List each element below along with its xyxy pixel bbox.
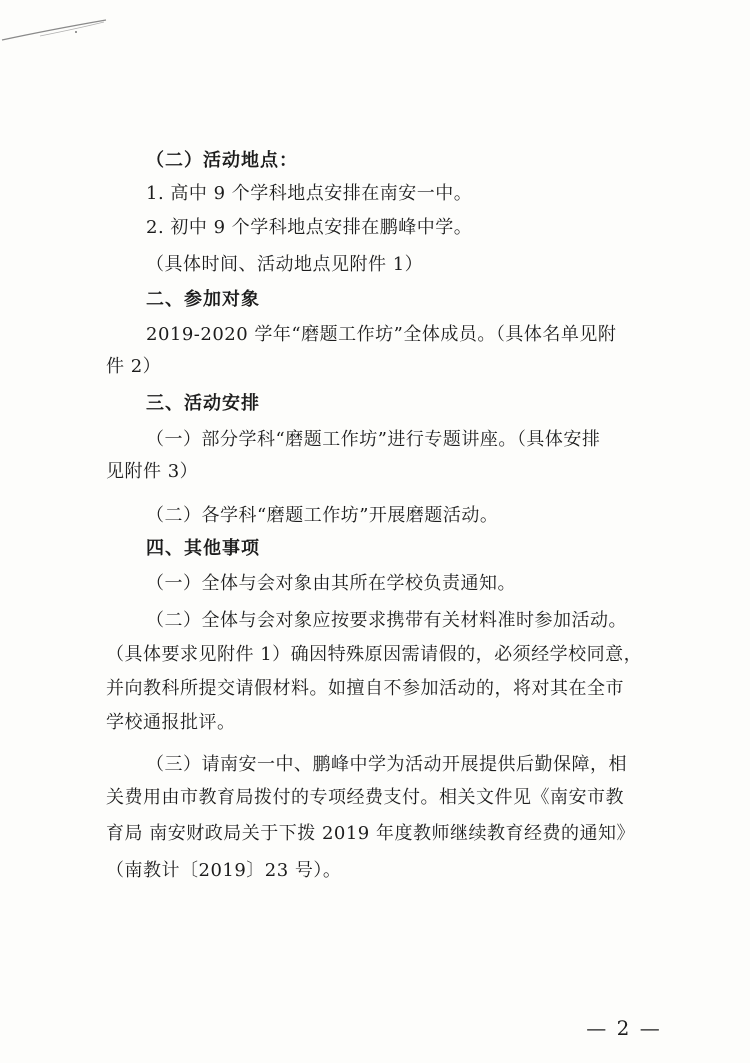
other-item-1: （一）全体与会对象由其所在学校负责通知。 (146, 573, 516, 594)
arrangement-heading: 三、活动安排 (146, 393, 260, 414)
other-item-3-cont: （南教计〔2019〕23 号）。 (106, 860, 342, 881)
participants-line: 2019-2020 学年“磨题工作坊”全体成员。（具体名单见附 (146, 324, 617, 345)
other-item-2-cont: （具体要求见附件 1）确因特殊原因需请假的，必须经学校同意， (106, 644, 643, 665)
other-item-3: （三）请南安一中、鹏峰中学为活动开展提供后勤保障，相 (146, 754, 627, 775)
section-2-item-2: 2. 初中 9 个学科地点安排在鹏峰中学。 (146, 217, 473, 238)
other-item-2: （二）全体与会对象应按要求携带有关材料准时参加活动。 (146, 610, 627, 631)
other-item-3-cont: 育局 南安财政局关于下拨 2019 年度教师继续教育经费的通知》 (106, 823, 635, 844)
participants-line: 件 2） (106, 356, 162, 377)
other-item-2-cont: 并向教科所提交请假材料。如擅自不参加活动的，将对其在全市 (106, 678, 624, 699)
arrangement-item-1-cont: 见附件 3） (106, 461, 199, 482)
other-item-3-cont: 关费用由市教育局拨付的专项经费支付。相关文件见《南安市教 (106, 787, 624, 808)
section-2-heading: （二）活动地点： (146, 150, 298, 171)
participants-heading: 二、参加对象 (146, 289, 260, 310)
other-heading: 四、其他事项 (146, 538, 260, 559)
section-2-item-1: 1. 高中 9 个学科地点安排在南安一中。 (146, 183, 473, 204)
section-2-note: （具体时间、活动地点见附件 1） (146, 254, 424, 275)
arrangement-item-2: （二）各学科“磨题工作坊”开展磨题活动。 (146, 505, 499, 526)
arrangement-item-1: （一）部分学科“磨题工作坊”进行专题讲座。（具体安排 (146, 429, 601, 450)
page-number: — 2 — (586, 1016, 662, 1040)
other-item-2-cont: 学校通报批评。 (106, 712, 236, 733)
